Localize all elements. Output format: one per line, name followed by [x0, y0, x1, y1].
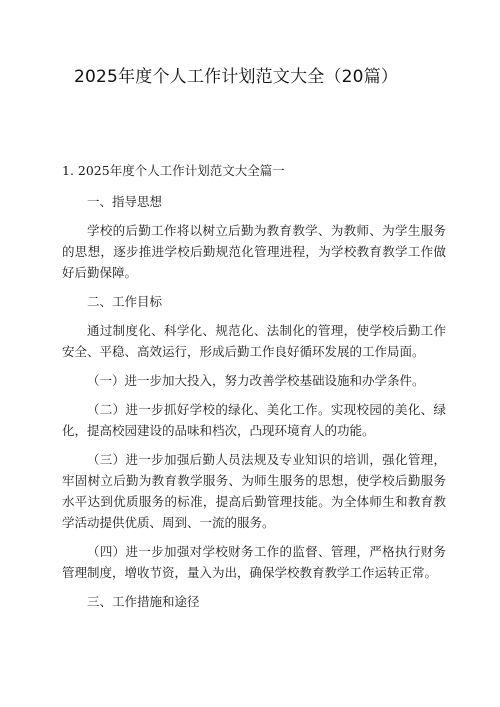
heading-guiding-ideology: 一、指导思想	[87, 194, 163, 209]
paragraph-work-goals: 通过制度化、科学化、规范化、法制化的管理，使学校后勤工作安全、平稳、高效运行，形成后勤工作良好循环发展的工作局面。	[62, 323, 446, 359]
document-body	[62, 160, 446, 620]
paragraph-goal-4: （四）进一步加强对学校财务工作的监督、管理，严格执行财务管理制度，增收节资，量入为出，确保学校教育教学工作运转正常。	[62, 544, 446, 580]
section-heading: 1. 2025年度个人工作计划范文大全篇一	[62, 163, 285, 178]
paragraph-goal-3: （三）进一步加强后勤人员法规及专业知识的培训，强化管理，牢固树立后勤为教育教学服务、为师生服务的思想，使学校后勤服务水平达到优质服务的标准，提高后勤管理技能。为全体师生和教育教学活动提供优质、周到、一流的服务。	[62, 452, 446, 530]
paragraph-goal-2: （二）进一步抓好学校的绿化、美化工作。实现校园的美化、绿化，提高校园建设的品味和档次，凸现环境育人的功能。	[62, 402, 446, 438]
paragraph-guiding-ideology: 学校的后勤工作将以树立后勤为教育教学、为教师、为学生服务的思想，逐步推进学校后勤规范化管理进程，为学校教育教学工作做好后勤保障。	[62, 223, 446, 280]
heading-work-goals: 二、工作目标	[87, 294, 163, 309]
document-title: 2025年度个人工作计划范文大全（20篇）	[74, 67, 399, 87]
heading-work-measures: 三、工作措施和途径	[87, 594, 200, 609]
paragraph-goal-1: （一）进一步加大投入，努力改善学校基础设施和办学条件。	[87, 373, 425, 388]
